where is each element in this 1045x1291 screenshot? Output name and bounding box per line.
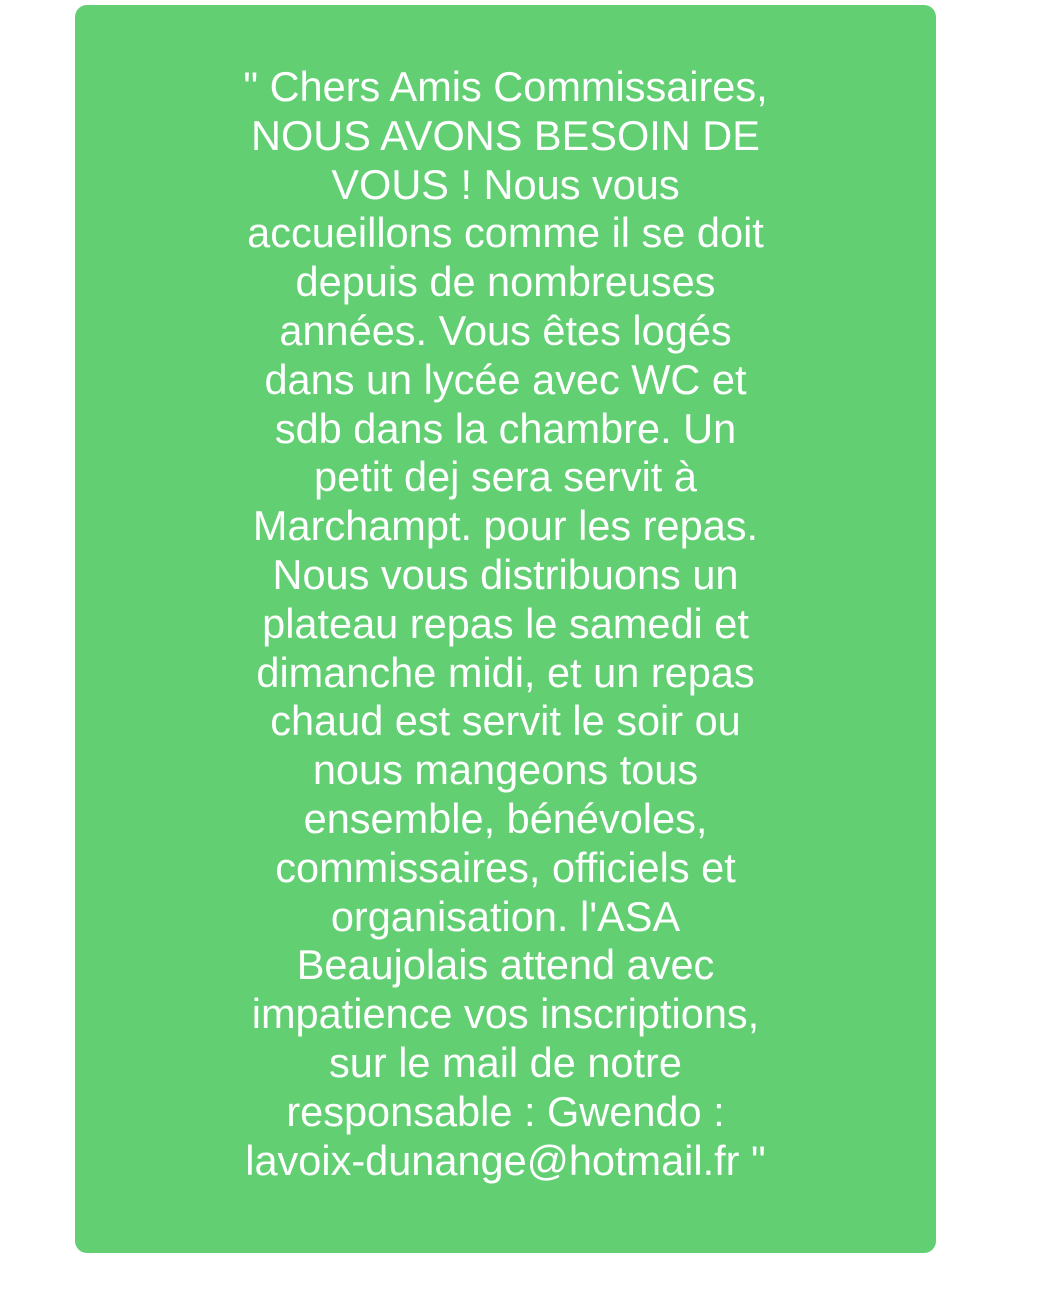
message-line: petit dej sera servit à: [314, 453, 697, 501]
message-line: Nous vous distribuons un: [272, 550, 739, 598]
message-line: accueillons comme il se doit: [247, 209, 764, 257]
message-line: dans un lycée avec WC et: [264, 355, 747, 403]
email-link[interactable]: lavoix-dunange@hotmail.fr ": [245, 1136, 766, 1184]
message-line: commissaires, officiels et: [275, 843, 736, 891]
message-line: depuis de nombreuses: [295, 258, 716, 306]
message-line: impatience vos inscriptions,: [251, 990, 760, 1038]
message-line: organisation. l'ASA: [330, 892, 681, 940]
post-message-text: [75, 63, 936, 1185]
message-line: plateau repas le samedi et: [262, 599, 749, 647]
message-line: sdb dans la chambre. Un: [274, 404, 737, 452]
message-line: Marchampt. pour les repas.: [252, 502, 759, 550]
message-line: ensemble, bénévoles,: [303, 794, 708, 842]
green-post-card: [75, 5, 936, 1253]
message-line: sur le mail de notre: [329, 1038, 682, 1086]
message-line: nous mangeons tous: [312, 746, 699, 794]
message-line: responsable : Gwendo :: [286, 1087, 725, 1135]
message-line: chaud est servit le soir ou: [270, 697, 741, 745]
message-line: " Chers Amis Commissaires,: [243, 63, 768, 110]
message-line: années. Vous êtes logés: [279, 306, 732, 354]
message-line: NOUS AVONS BESOIN DE: [251, 111, 760, 159]
message-line: VOUS ! Nous vous: [331, 160, 680, 208]
message-line: Beaujolais attend avec: [296, 941, 715, 989]
message-line: dimanche midi, et un repas: [256, 648, 755, 696]
